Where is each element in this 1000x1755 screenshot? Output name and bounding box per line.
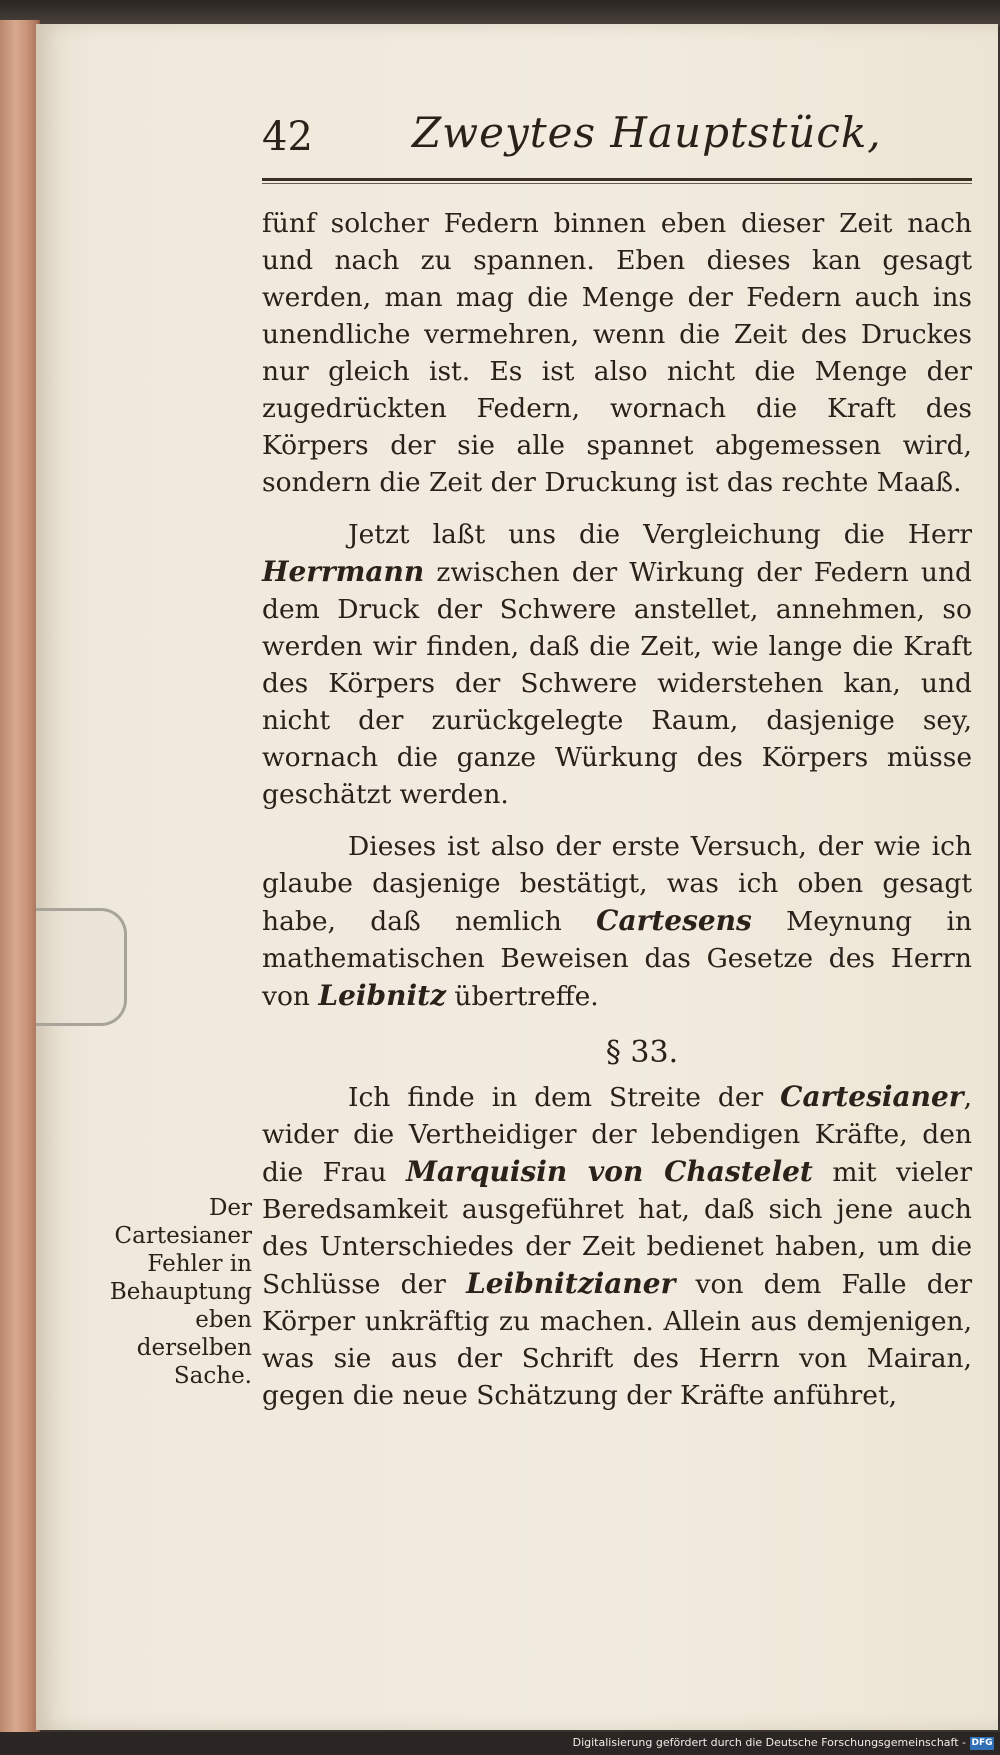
emphasis-name: Leibnitzianer — [466, 1267, 676, 1300]
main-text — [262, 205, 972, 1414]
digitization-credit: Digitalisierung gefördert durch die Deutsche Forschungsgemeinschaft - — [572, 1736, 966, 1749]
text-run: fünf solcher Federn binnen eben dieser Zeit nach und nach zu spannen. Eben dieses kan gesagt werden, man mag die Menge der Federn auch ins unendliche vermehren, wenn die Zeit des Druckes nur gleich ist. Es ist also nicht die Menge der zugedrückten Federn, wornach die Kraft des Körpers der sie alle spannet abgemessen wird, sondern die Zeit der Druckung ist das rechte Maaß. — [262, 208, 972, 498]
text-run: Dieses ist also der erste Versuch, der wie ich glaube dasjenige bestätigt, was ich oben gesagt habe, daß nemlich — [262, 831, 972, 937]
text-run: Jetzt laßt uns die Vergleichung die Herr — [348, 519, 972, 550]
section-heading: § 33. — [605, 1035, 679, 1070]
text-run: übertreffe. — [445, 981, 599, 1012]
text-run: , wider die Vertheidiger der lebendigen Kräfte, den die Frau — [262, 1082, 972, 1188]
scan-top-strip — [0, 0, 1000, 26]
text-run: Meynung in mathematischen Beweisen das Gesetze des Herrn von — [262, 906, 972, 1012]
text-run: zwischen der Wirkung der Federn und dem Druck der Schwere anstellet, annehmen, so werden wir finden, daß die Zeit, wie lange die Kraft des Körpers der Schwere widerstehen kan, und nicht der zurückgelegte Raum, dasjenige sey, wornach die ganze Würkung des Körpers müsse geschätzt werden. — [262, 557, 972, 810]
emphasis-name: Herrmann — [262, 555, 425, 588]
text-run: von dem Falle der Körper unkräftig zu machen. Allein aus demjenigen, was sie aus der Schrift des Herrn von Mairan, gegen die neue Schätzung der Kräfte anführet, — [262, 1269, 973, 1411]
dfg-logo: DFG — [971, 1738, 993, 1748]
page-number: 42 — [262, 114, 313, 160]
book-edge — [0, 20, 40, 1732]
page-clip — [36, 908, 127, 1026]
paragraph-3 — [262, 828, 972, 1015]
text-run: mit vieler Beredsamkeit ausgeführet hat, daß sich jene auch des Unterschiedes der Zeit bedienet haben, um die Schlüsse der — [262, 1157, 973, 1300]
header-rule-thin — [262, 183, 972, 184]
marginal-note: Der Cartesianer Fehler in Behauptung eben derselben Sache. — [109, 1195, 252, 1389]
page-header — [262, 108, 972, 168]
running-head: Zweytes Hauptstück, — [412, 108, 882, 157]
emphasis-name: Cartesens — [596, 904, 752, 937]
emphasis-name: Marquisin von Chastelet — [406, 1155, 813, 1188]
emphasis-name: Cartesianer — [780, 1080, 964, 1113]
text-run: Ich finde in dem Streite der — [348, 1082, 781, 1113]
paragraph-2 — [262, 516, 972, 813]
paragraph-4 — [262, 1078, 972, 1414]
emphasis-name: Leibnitz — [318, 979, 446, 1012]
header-rule — [262, 178, 972, 181]
paragraph-1 — [262, 205, 972, 501]
